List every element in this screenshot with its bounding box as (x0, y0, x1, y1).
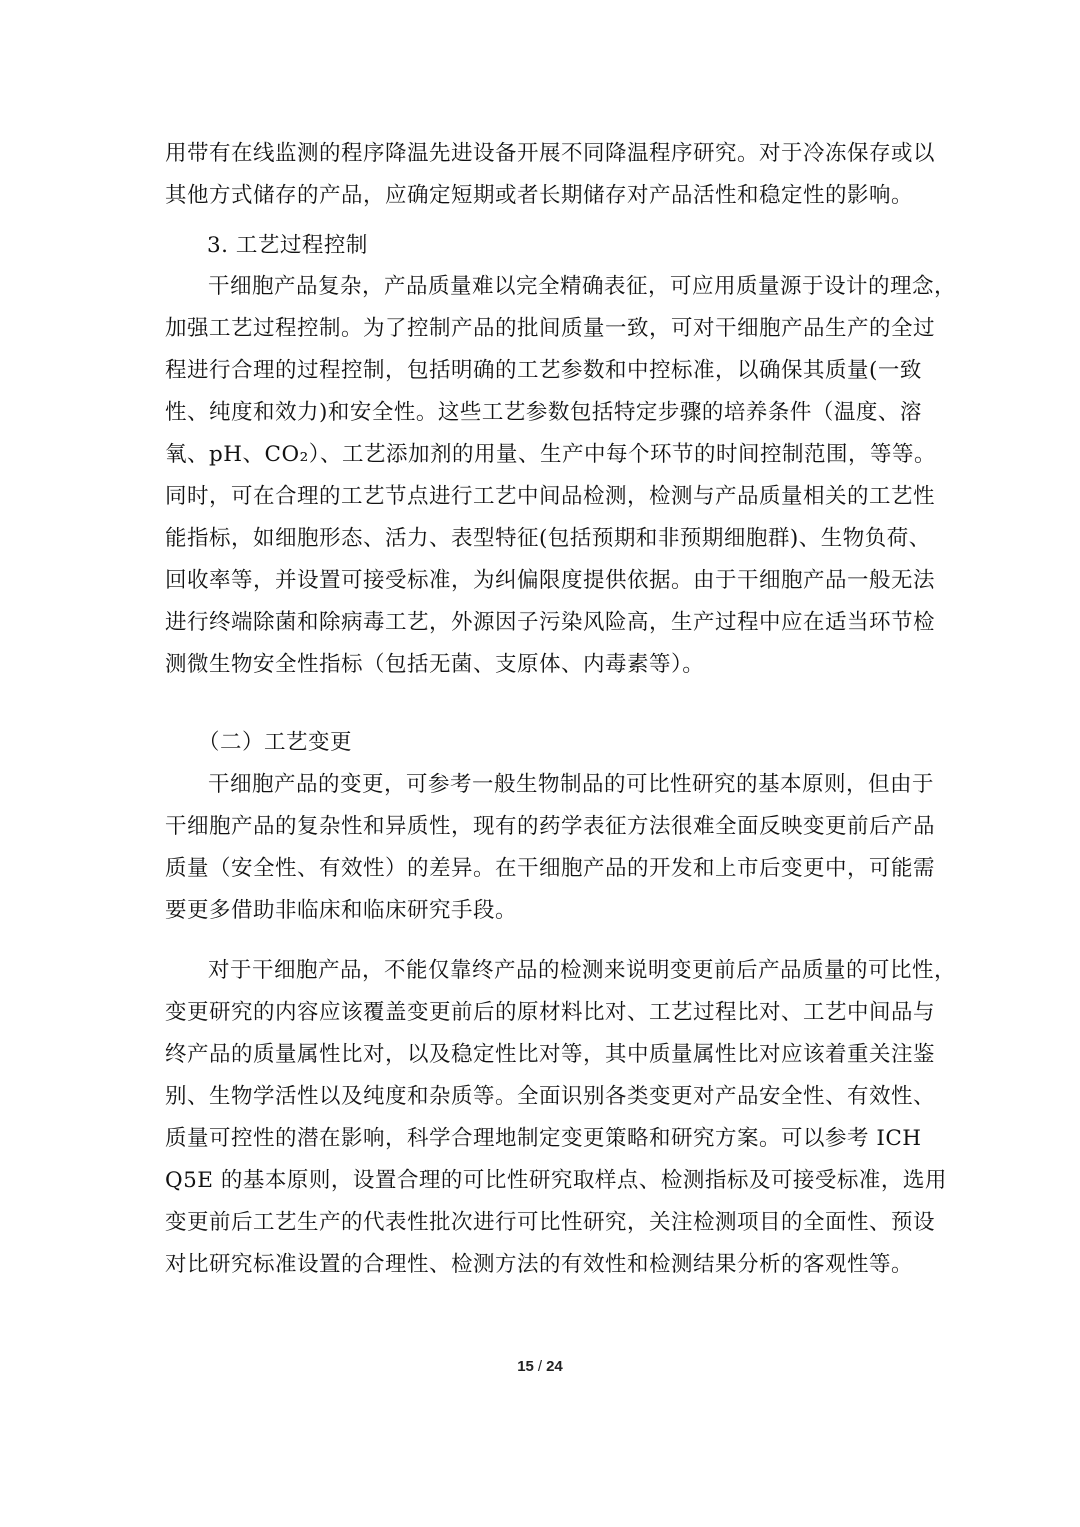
body-line: 进行终端除菌和除病毒工艺，外源因子污染风险高，生产过程中应在适当环节检 (165, 610, 936, 635)
page-total: 24 (546, 1358, 563, 1375)
body-line: 能指标，如细胞形态、活力、表型特征(包括预期和非预期细胞群)、生物负荷、 (165, 526, 931, 551)
body-line: 测微生物安全性指标（包括无菌、支原体、内毒素等）。 (165, 652, 705, 677)
page-separator: / (537, 1358, 543, 1375)
body-line: 干细胞产品的变更，可参考一般生物制品的可比性研究的基本原则，但由于 (208, 772, 935, 797)
page-number (0, 1358, 1080, 1375)
body-line: 性、纯度和效力)和安全性。这些工艺参数包括特定步骤的培养条件（温度、溶 (165, 400, 922, 425)
body-line: 要更多借助非临床和临床研究手段。 (165, 898, 518, 923)
body-line: 质量可控性的潜在影响，科学合理地制定变更策略和研究方案。可以参考 ICH (165, 1126, 922, 1151)
body-line: 变更前后工艺生产的代表性批次进行可比性研究，关注检测项目的全面性、预设 (165, 1210, 936, 1235)
section-heading: （二）工艺变更 (198, 730, 353, 755)
body-line: 回收率等，并设置可接受标准，为纠偏限度提供依据。由于干细胞产品一般无法 (165, 568, 936, 593)
body-line: 用带有在线监测的程序降温先进设备开展不同降温程序研究。对于冷冻保存或以 (165, 141, 936, 166)
body-line: Q5E 的基本原则，设置合理的可比性研究取样点、检测指标及可接受标准，选用 (165, 1168, 947, 1193)
body-line: 质量（安全性、有效性）的差异。在干细胞产品的开发和上市后变更中，可能需 (165, 856, 936, 881)
body-line: 对于干细胞产品，不能仅靠终产品的检测来说明变更前后产品质量的可比性， (208, 958, 957, 983)
body-line: 对比研究标准设置的合理性、检测方法的有效性和检测结果分析的客观性等。 (165, 1252, 914, 1277)
body-line: 干细胞产品的复杂性和异质性，现有的药学表征方法很难全面反映变更前后产品 (165, 814, 936, 839)
body-line: 同时，可在合理的工艺节点进行工艺中间品检测，检测与产品质量相关的工艺性 (165, 484, 936, 509)
body-line: 程进行合理的过程控制，包括明确的工艺参数和中控标准，以确保其质量(一致 (165, 358, 922, 383)
body-line: 终产品的质量属性比对，以及稳定性比对等，其中质量属性比对应该着重关注鉴 (165, 1042, 936, 1067)
body-line: 变更研究的内容应该覆盖变更前后的原材料比对、工艺过程比对、工艺中间品与 (165, 1000, 936, 1025)
body-line: 氧、pH、CO₂）、工艺添加剂的用量、生产中每个环节的时间控制范围，等等。 (165, 442, 936, 467)
body-line: 干细胞产品复杂，产品质量难以完全精确表征，可应用质量源于设计的理念， (208, 274, 957, 299)
section-heading: 3. 工艺过程控制 (207, 233, 368, 258)
page-current: 15 (517, 1358, 534, 1375)
body-line: 加强工艺过程控制。为了控制产品的批间质量一致，可对干细胞产品生产的全过 (165, 316, 936, 341)
body-line: 其他方式储存的产品，应确定短期或者长期储存对产品活性和稳定性的影响。 (165, 183, 914, 208)
body-line: 别、生物学活性以及纯度和杂质等。全面识别各类变更对产品安全性、有效性、 (165, 1084, 936, 1109)
